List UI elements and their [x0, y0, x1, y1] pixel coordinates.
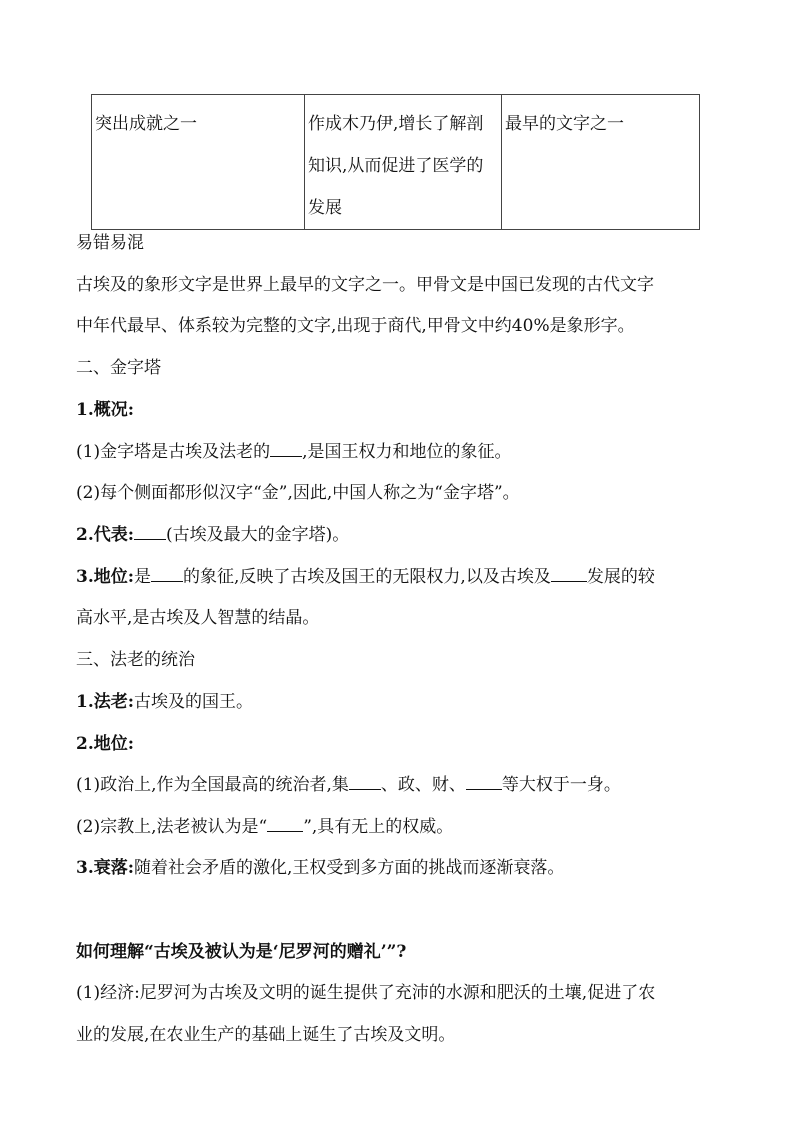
fill-blank[interactable] [134, 523, 166, 540]
paragraph [76, 523, 722, 547]
note-line: 古埃及的象形文字是世界上最早的文字之一。甲骨文是中国已发现的古代文字 [76, 275, 654, 295]
text: 发展的较 [586, 567, 655, 587]
paragraph: 高水平,是古埃及人智慧的结晶。 [76, 608, 320, 628]
fill-blank[interactable] [349, 773, 381, 790]
note-line: 中年代最早、体系较为完整的文字,出现于商代,甲骨文中约40%是象形字。 [76, 316, 635, 336]
paragraph: 业的发展,在农业生产的基础上诞生了古埃及文明。 [76, 1025, 456, 1045]
note-heading: 易错易混 [76, 233, 144, 253]
fill-blank[interactable] [551, 565, 587, 582]
paragraph: (1)经济:尼罗河为古埃及文明的诞生提供了充沛的水源和肥沃的土壤,促进了农 [76, 983, 656, 1003]
fill-blank[interactable] [267, 815, 303, 832]
achievement-table [91, 94, 700, 230]
paragraph [76, 773, 722, 797]
text: (1)政治上,作为全国最高的统治者,集 [76, 775, 349, 795]
paragraph [76, 690, 722, 714]
section-title: 三、法老的统治 [76, 650, 195, 670]
paragraph [76, 565, 722, 589]
table-cell: 作成木乃伊,增长了解剖知识,从而促进了医学的发展 [305, 95, 502, 230]
question-title: 如何理解“古埃及被认为是‘尼罗河的赠礼’”? [76, 942, 407, 962]
text: (古埃及最大的金字塔)。 [166, 525, 350, 545]
fill-blank[interactable] [270, 440, 302, 457]
text: 、政、财、 [380, 775, 466, 795]
text: (1)金字塔是古埃及法老的 [76, 442, 271, 462]
table-cell: 最早的文字之一 [502, 95, 700, 230]
text: ,是国王权力和地位的象征。 [302, 442, 512, 462]
text: 等大权于一身。 [501, 775, 621, 795]
table-cell: 突出成就之一 [92, 95, 305, 230]
paragraph: (2)每个侧面都形似汉字“金”,因此,中国人称之为“金字塔”。 [76, 483, 520, 503]
paragraph [76, 815, 722, 839]
item-label: 1.法老: [76, 692, 135, 712]
item-label: 2.地位: [76, 734, 135, 754]
text: ”,具有无上的权威。 [303, 817, 454, 837]
text: (2)宗教上,法老被认为是“ [76, 817, 268, 837]
section-title: 二、金字塔 [76, 358, 161, 378]
paragraph [76, 856, 722, 880]
table-row [92, 95, 700, 230]
fill-blank[interactable] [151, 565, 183, 582]
text: 的象征,反映了古埃及国王的无限权力,以及古埃及 [183, 567, 551, 587]
text: 是 [134, 567, 152, 587]
item-label: 3.地位: [76, 567, 135, 587]
paragraph [76, 440, 722, 464]
item-label: 1.概况: [76, 400, 135, 420]
text: 古埃及的国王。 [134, 692, 254, 712]
item-label: 2.代表: [76, 525, 135, 545]
fill-blank[interactable] [466, 773, 502, 790]
item-label: 3.衰落: [76, 858, 135, 878]
text: 随着社会矛盾的激化,王权受到多方面的挑战而逐渐衰落。 [134, 858, 565, 878]
